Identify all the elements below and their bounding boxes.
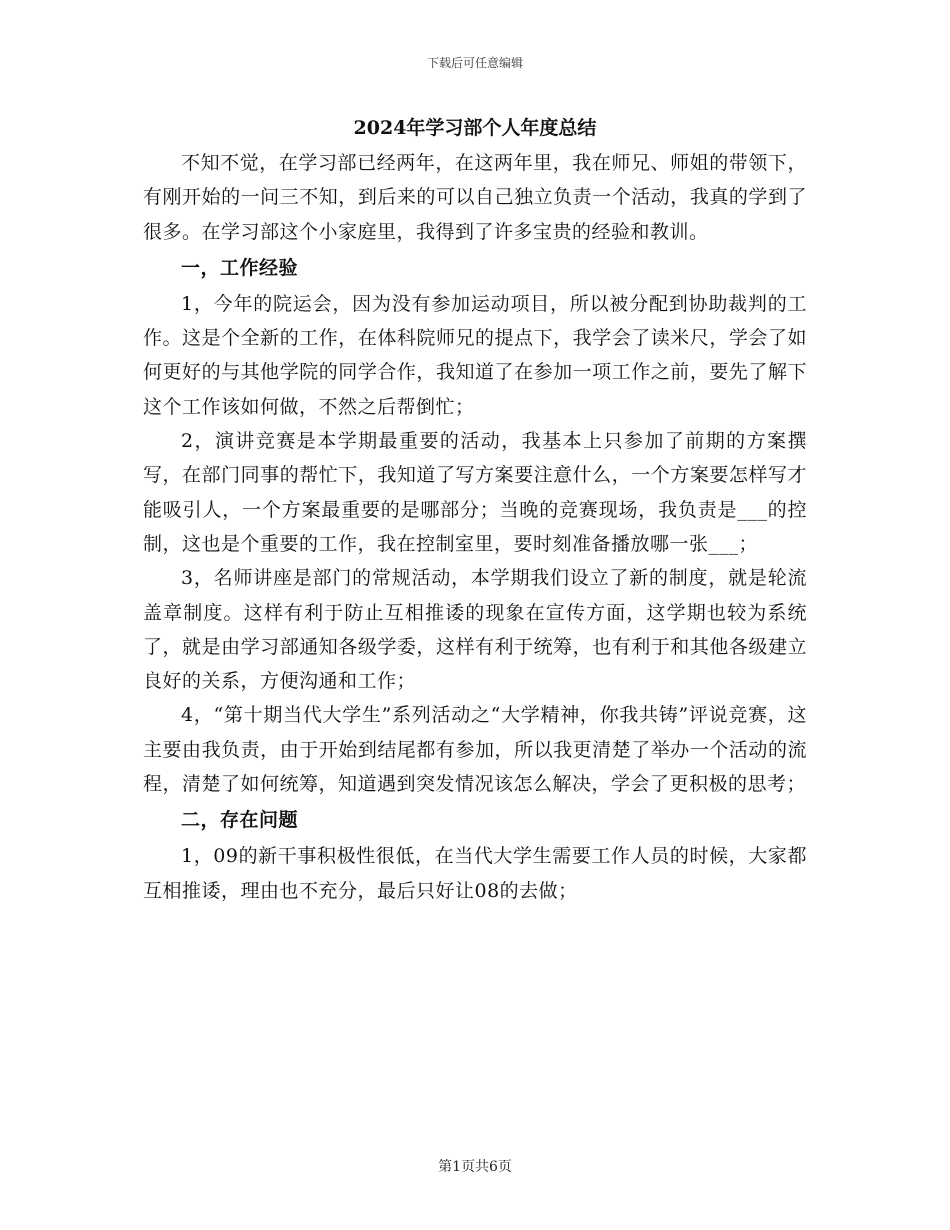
body-paragraph: 1，今年的院运会，因为没有参加运动项目，所以被分配到协助裁判的工作。这是个全新的工作，在体科院师兄的提点下，我学会了读米尺，学会了如何更好的与其他学院的同学合作，我知道了在参加一项工作之前，要先了解下这个工作该如何做，不然之后帮倒忙；	[143, 292, 807, 418]
body-paragraph: 4，“第十期当代大学生”系列活动之“大学精神，你我共铸”评说竞赛，这主要由我负责，由于开始到结尾都有参加，所以我更清楚了举办一个活动的流程，清楚了如何统筹，知道遇到突发情况该怎么解决，学会了更积极的思考；	[143, 704, 807, 796]
section-existing-problems	[143, 801, 807, 908]
section-work-experience	[143, 249, 807, 801]
document-body	[143, 112, 807, 908]
body-paragraph: 1，09的新干事积极性很低，在当代大学生需要工作人员的时候，大家都互相推诿，理由也不充分，最后只好让08的去做；	[143, 845, 807, 902]
section-heading: 二，存在问题	[181, 809, 299, 832]
document-title: 2024年学习部个人年度总结	[353, 117, 597, 139]
body-paragraph: 3，名师讲座是部门的常规活动，本学期我们设立了新的制度，就是轮流盖章制度。这样有利于防止互相推诿的现象在宣传方面，这学期也较为系统了，就是由学习部通知各级学委，这样有利于统筹，也有利于和其他各级建立良好的关系，方便沟通和工作；	[143, 567, 807, 693]
section-heading: 一，工作经验	[181, 256, 299, 279]
page-indicator: 第1页共6页	[438, 1159, 512, 1175]
body-paragraph: 2，演讲竞赛是本学期最重要的活动，我基本上只参加了前期的方案撰写，在部门同事的帮忙下，我知道了写方案要注意什么，一个方案要怎样写才能吸引人，一个方案最重要的是哪部分；当晚的竞赛现场，我负责是___的控制，这也是个重要的工作，我在控制室里，要时刻准备播放哪一张___；	[143, 430, 807, 555]
header-note: 下载后可任意编辑	[426, 56, 523, 70]
intro-paragraph: 不知不觉，在学习部已经两年，在这两年里，我在师兄、师姐的带领下，有刚开始的一问三不知，到后来的可以自己独立负责一个活动，我真的学到了很多。在学习部这个小家庭里，我得到了许多宝贵的经验和教训。	[143, 152, 807, 243]
